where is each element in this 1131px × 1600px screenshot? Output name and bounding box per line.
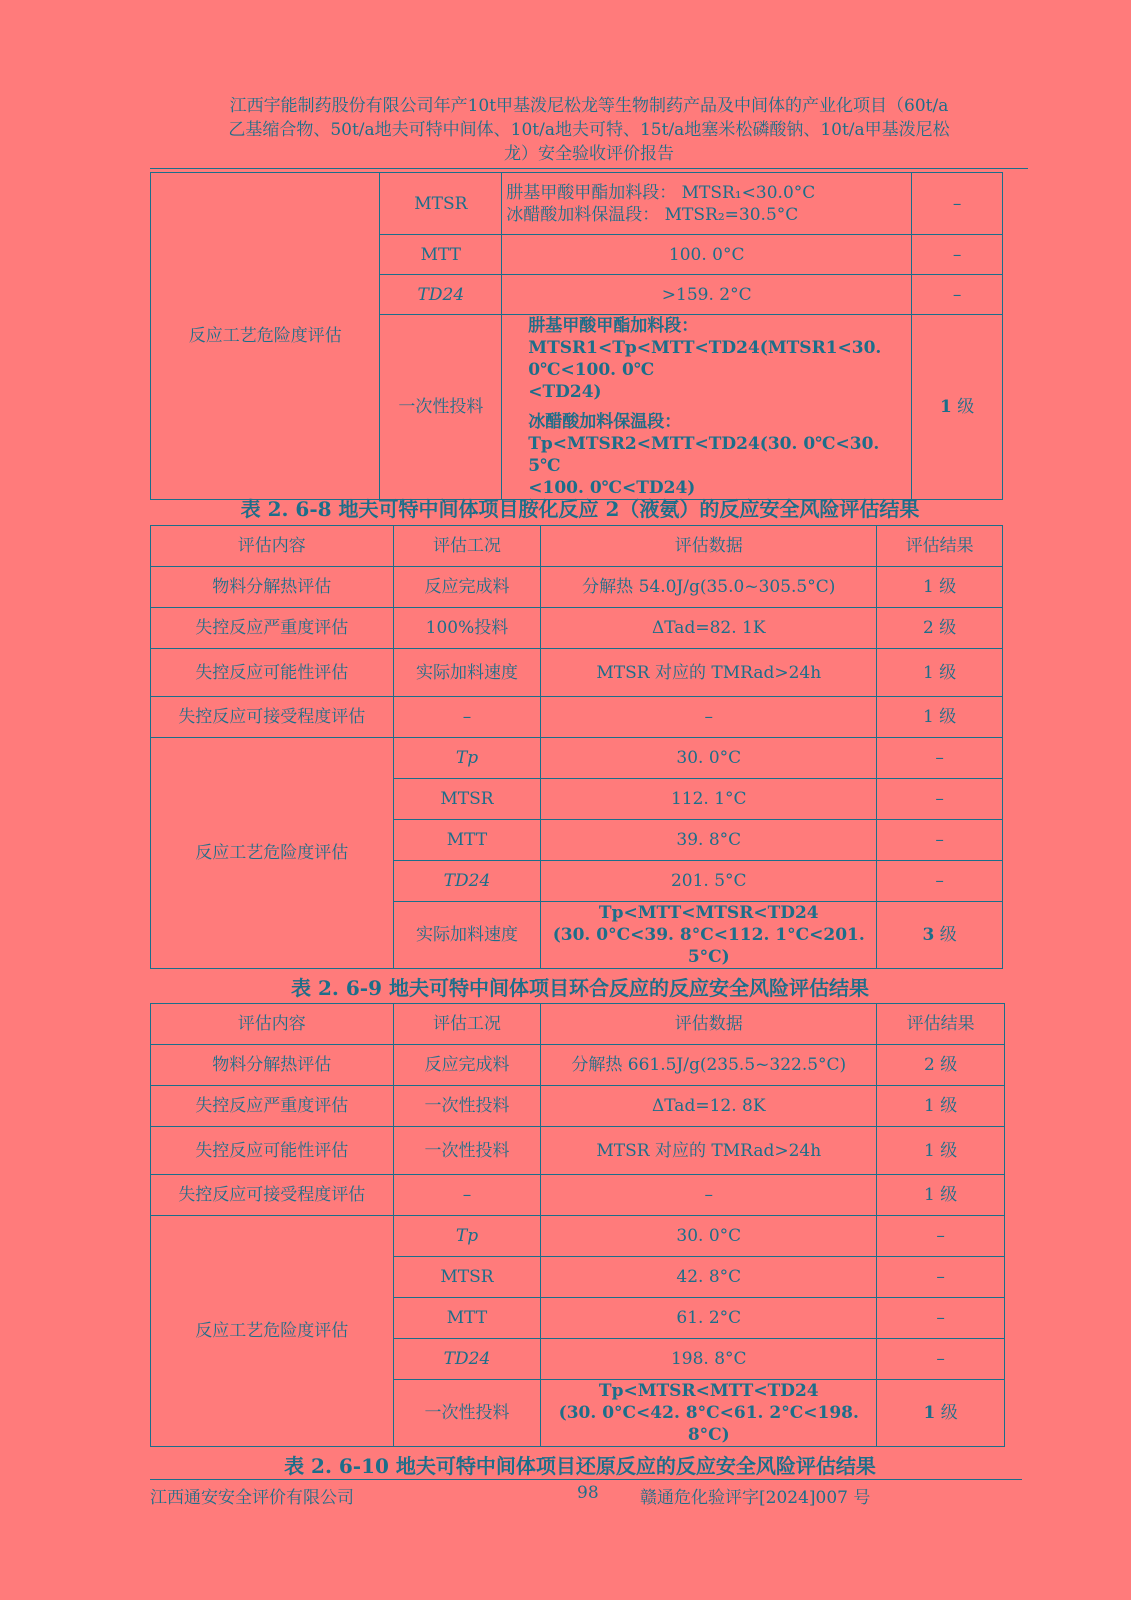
table-cell: 实际加料速度 — [393, 649, 541, 697]
header-divider — [150, 168, 1028, 169]
result-cell: – — [877, 779, 1003, 820]
param-cell: MTT — [393, 820, 541, 861]
data-line: <100. 0℃<TD24) — [528, 478, 696, 498]
table-cell: 分解热 54.0J/g(35.0~305.5°C) — [541, 567, 877, 608]
param-cell: TD24 — [380, 275, 502, 315]
data-cell — [541, 902, 877, 969]
group-label: 反应工艺危险度评估 — [151, 173, 380, 500]
result-cell: – — [877, 820, 1003, 861]
footer-doc-number: 赣通危化验评字[2024]007 号 — [640, 1488, 871, 1508]
table-cell: 1 级 — [877, 649, 1003, 697]
column-header: 评估工况 — [393, 526, 541, 567]
table-cell: 分解热 661.5J/g(235.5~322.5°C) — [541, 1045, 877, 1086]
column-header: 评估内容 — [151, 526, 394, 567]
footer-divider — [150, 1479, 1022, 1480]
param-cell: TD24 — [393, 1339, 541, 1380]
table-caption-9: 表 2. 6-9 地夫可特中间体项目环合反应的反应安全风险评估结果 — [291, 976, 869, 1000]
table-cell: 失控反应可接受程度评估 — [151, 697, 394, 738]
table-cell: 失控反应可能性评估 — [151, 1127, 394, 1175]
table-cell: 反应完成料 — [393, 1045, 541, 1086]
column-header: 评估工况 — [393, 1004, 541, 1045]
data-line: (30. 0°C<39. 8°C<112. 1°C<201. 5°C) — [552, 925, 865, 967]
result-number: 3 — [922, 925, 935, 945]
data-line: (30. 0°C<42. 8°C<61. 2°C<198. 8°C) — [558, 1403, 859, 1445]
table-cell: 1 级 — [877, 1127, 1005, 1175]
table-cell: – — [541, 697, 877, 738]
table-cell: 失控反应可能性评估 — [151, 649, 394, 697]
column-header: 评估结果 — [877, 526, 1003, 567]
result-cell — [912, 315, 1003, 500]
param-cell: Tp — [393, 1216, 541, 1257]
data-line: Tp<MTT<MTSR<TD24 — [598, 903, 819, 923]
param-cell: 一次性投料 — [393, 1380, 541, 1447]
table-cell: MTSR 对应的 TMRad>24h — [541, 1127, 877, 1175]
table-cell: ΔTad=12. 8K — [541, 1086, 877, 1127]
data-line: 肼基甲酸甲酯加料段： — [528, 316, 699, 336]
table-cell: – — [393, 697, 541, 738]
param-cell: 实际加料速度 — [393, 902, 541, 969]
data-cell: 42. 8°C — [541, 1257, 877, 1298]
data-cell — [541, 1380, 877, 1447]
table-caption-10: 表 2. 6-10 地夫可特中间体项目还原反应的反应安全风险评估结果 — [284, 1454, 876, 1478]
data-cell: 112. 1°C — [541, 779, 877, 820]
table-cell: 失控反应严重度评估 — [151, 1086, 394, 1127]
data-line: 冰醋酸加料保温段： MTSR₂=30.5°C — [506, 204, 799, 225]
result-cell: – — [877, 1298, 1005, 1339]
result-unit: 级 — [939, 925, 957, 945]
data-cell: 61. 2°C — [541, 1298, 877, 1339]
table-continued — [150, 172, 1003, 500]
data-line: Tp<MTSR2<MTT<TD24(30. 0℃<30. 5℃ — [528, 434, 880, 476]
result-cell: – — [877, 861, 1003, 902]
data-cell: 100. 0°C — [502, 235, 912, 275]
result-number: 1 — [923, 1403, 936, 1423]
param-cell: MTT — [380, 235, 502, 275]
data-line: Tp<MTSR<MTT<TD24 — [598, 1381, 819, 1401]
table-cell: 失控反应严重度评估 — [151, 608, 394, 649]
data-line: 肼基甲酸甲酯加料段： MTSR₁<30.0°C — [506, 182, 816, 203]
column-header: 评估内容 — [151, 1004, 394, 1045]
data-cell: >159. 2°C — [502, 275, 912, 315]
result-cell: – — [877, 738, 1003, 779]
param-cell: 一次性投料 — [380, 315, 502, 500]
table-cell: – — [541, 1175, 877, 1216]
footer-company: 江西通安安全评价有限公司 — [150, 1488, 354, 1508]
data-cell — [502, 315, 912, 500]
data-cell: 39. 8°C — [541, 820, 877, 861]
param-cell: Tp — [393, 738, 541, 779]
table-cell: 100%投料 — [393, 608, 541, 649]
header-line-1: 江西宇能制药股份有限公司年产10t甲基泼尼松龙等生物制药产品及中间体的产业化项目（60t/a — [229, 96, 949, 116]
result-unit: 级 — [957, 397, 975, 417]
table-cell: 1 级 — [877, 567, 1003, 608]
table-cell: MTSR 对应的 TMRad>24h — [541, 649, 877, 697]
column-header: 评估数据 — [541, 526, 877, 567]
header-line-2: 乙基缩合物、50t/a地夫可特中间体、10t/a地夫可特、15t/a地塞米松磷酸钠、10t/a甲基泼尼松 — [228, 120, 950, 140]
data-line: <TD24) — [528, 382, 602, 402]
table-cell: 1 级 — [877, 697, 1003, 738]
table-2-6-9 — [150, 1003, 1005, 1447]
table-cell: ΔTad=82. 1K — [541, 608, 877, 649]
data-cell: 201. 5°C — [541, 861, 877, 902]
result-cell — [877, 1380, 1005, 1447]
table-cell: 失控反应可接受程度评估 — [151, 1175, 394, 1216]
data-cell: 30. 0°C — [541, 1216, 877, 1257]
table-caption-8: 表 2. 6-8 地夫可特中间体项目胺化反应 2（液氨）的反应安全风险评估结果 — [240, 497, 920, 521]
column-header: 评估数据 — [541, 1004, 877, 1045]
result-cell: – — [912, 235, 1003, 275]
param-cell: MTT — [393, 1298, 541, 1339]
result-cell: – — [877, 1257, 1005, 1298]
table-cell: 1 级 — [877, 1086, 1005, 1127]
table-cell: 一次性投料 — [393, 1086, 541, 1127]
data-line: MTSR1<Tp<MTT<TD24(MTSR1<30. 0℃<100. 0℃ — [528, 338, 882, 380]
result-cell: – — [912, 275, 1003, 315]
param-cell: MTSR — [393, 779, 541, 820]
table-cell: 2 级 — [877, 1045, 1005, 1086]
table-cell: 物料分解热评估 — [151, 1045, 394, 1086]
result-cell: – — [877, 1339, 1005, 1380]
data-cell: 30. 0°C — [541, 738, 877, 779]
param-cell: TD24 — [393, 861, 541, 902]
table-cell: 反应完成料 — [393, 567, 541, 608]
table-2-6-8 — [150, 525, 1003, 969]
table-cell: 2 级 — [877, 608, 1003, 649]
table-cell: 1 级 — [877, 1175, 1005, 1216]
data-cell: 198. 8°C — [541, 1339, 877, 1380]
table-cell: – — [393, 1175, 541, 1216]
page-header — [150, 94, 1028, 166]
footer-page-number: 98 — [577, 1483, 599, 1503]
header-line-3: 龙）安全验收评价报告 — [504, 144, 674, 164]
table-cell: 一次性投料 — [393, 1127, 541, 1175]
param-cell: MTSR — [380, 173, 502, 235]
result-number: 1 — [939, 397, 952, 417]
result-cell: – — [877, 1216, 1005, 1257]
data-line: 冰醋酸加料保温段： — [528, 412, 682, 432]
result-cell: – — [912, 173, 1003, 235]
result-unit: 级 — [940, 1403, 958, 1423]
group-label: 反应工艺危险度评估 — [151, 738, 394, 969]
table-cell: 物料分解热评估 — [151, 567, 394, 608]
param-cell: MTSR — [393, 1257, 541, 1298]
column-header: 评估结果 — [877, 1004, 1005, 1045]
data-cell — [502, 173, 912, 235]
result-cell — [877, 902, 1003, 969]
group-label: 反应工艺危险度评估 — [151, 1216, 394, 1447]
